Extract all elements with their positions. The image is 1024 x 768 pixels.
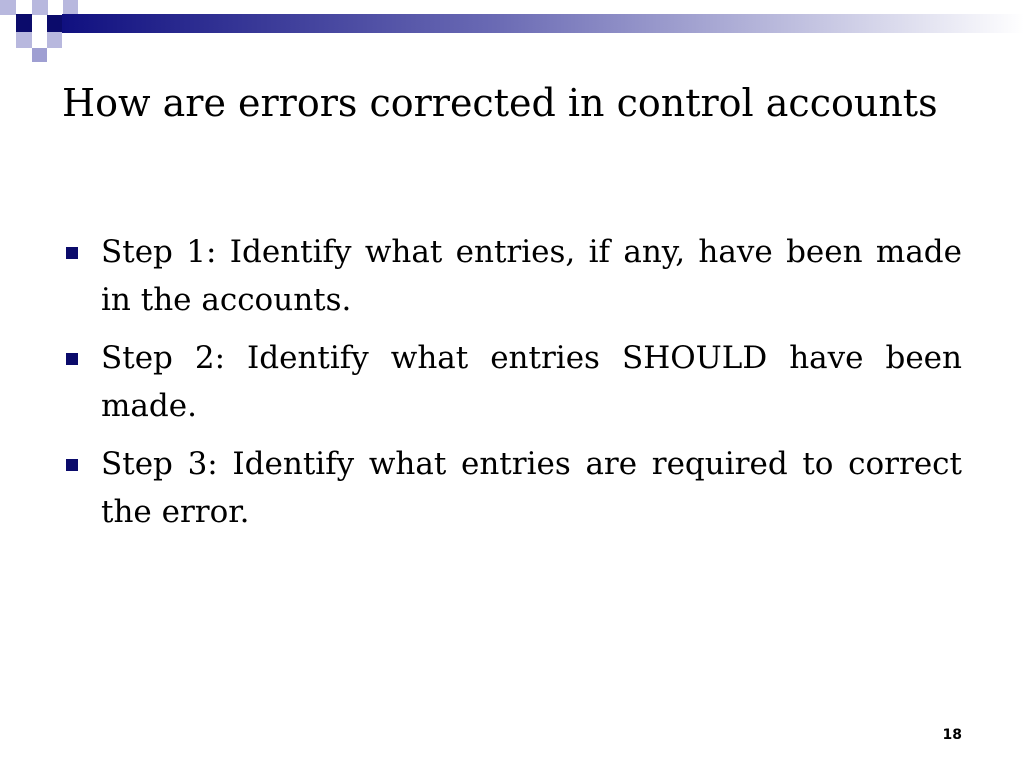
bullet-text: Step 2: Identify what entries SHOULD have been made. bbox=[101, 340, 962, 424]
deco-square bbox=[32, 0, 48, 15]
deco-square bbox=[0, 0, 16, 15]
bullet-item-step-1 bbox=[62, 228, 962, 324]
square-bullet-icon bbox=[66, 247, 78, 259]
square-bullet-icon bbox=[66, 353, 78, 365]
bullet-item-step-2 bbox=[62, 334, 962, 430]
header-decoration bbox=[0, 0, 1024, 64]
slide-number: 18 bbox=[942, 727, 962, 743]
deco-square bbox=[32, 15, 47, 32]
slide-title: How are errors corrected in control accounts bbox=[62, 81, 938, 125]
deco-square bbox=[47, 32, 62, 48]
deco-square bbox=[63, 0, 78, 14]
header-gradient-bar bbox=[62, 14, 1024, 33]
bullet-list bbox=[62, 228, 962, 546]
square-bullet-icon bbox=[66, 459, 78, 471]
bullet-text: Step 3: Identify what entries are required to correct the error. bbox=[101, 446, 962, 530]
bullet-item-step-3 bbox=[62, 440, 962, 536]
deco-square bbox=[16, 14, 32, 32]
bullet-text: Step 1: Identify what entries, if any, have been made in the accounts. bbox=[101, 234, 962, 318]
deco-square bbox=[47, 15, 62, 32]
deco-square bbox=[32, 48, 47, 62]
deco-square bbox=[16, 32, 32, 48]
